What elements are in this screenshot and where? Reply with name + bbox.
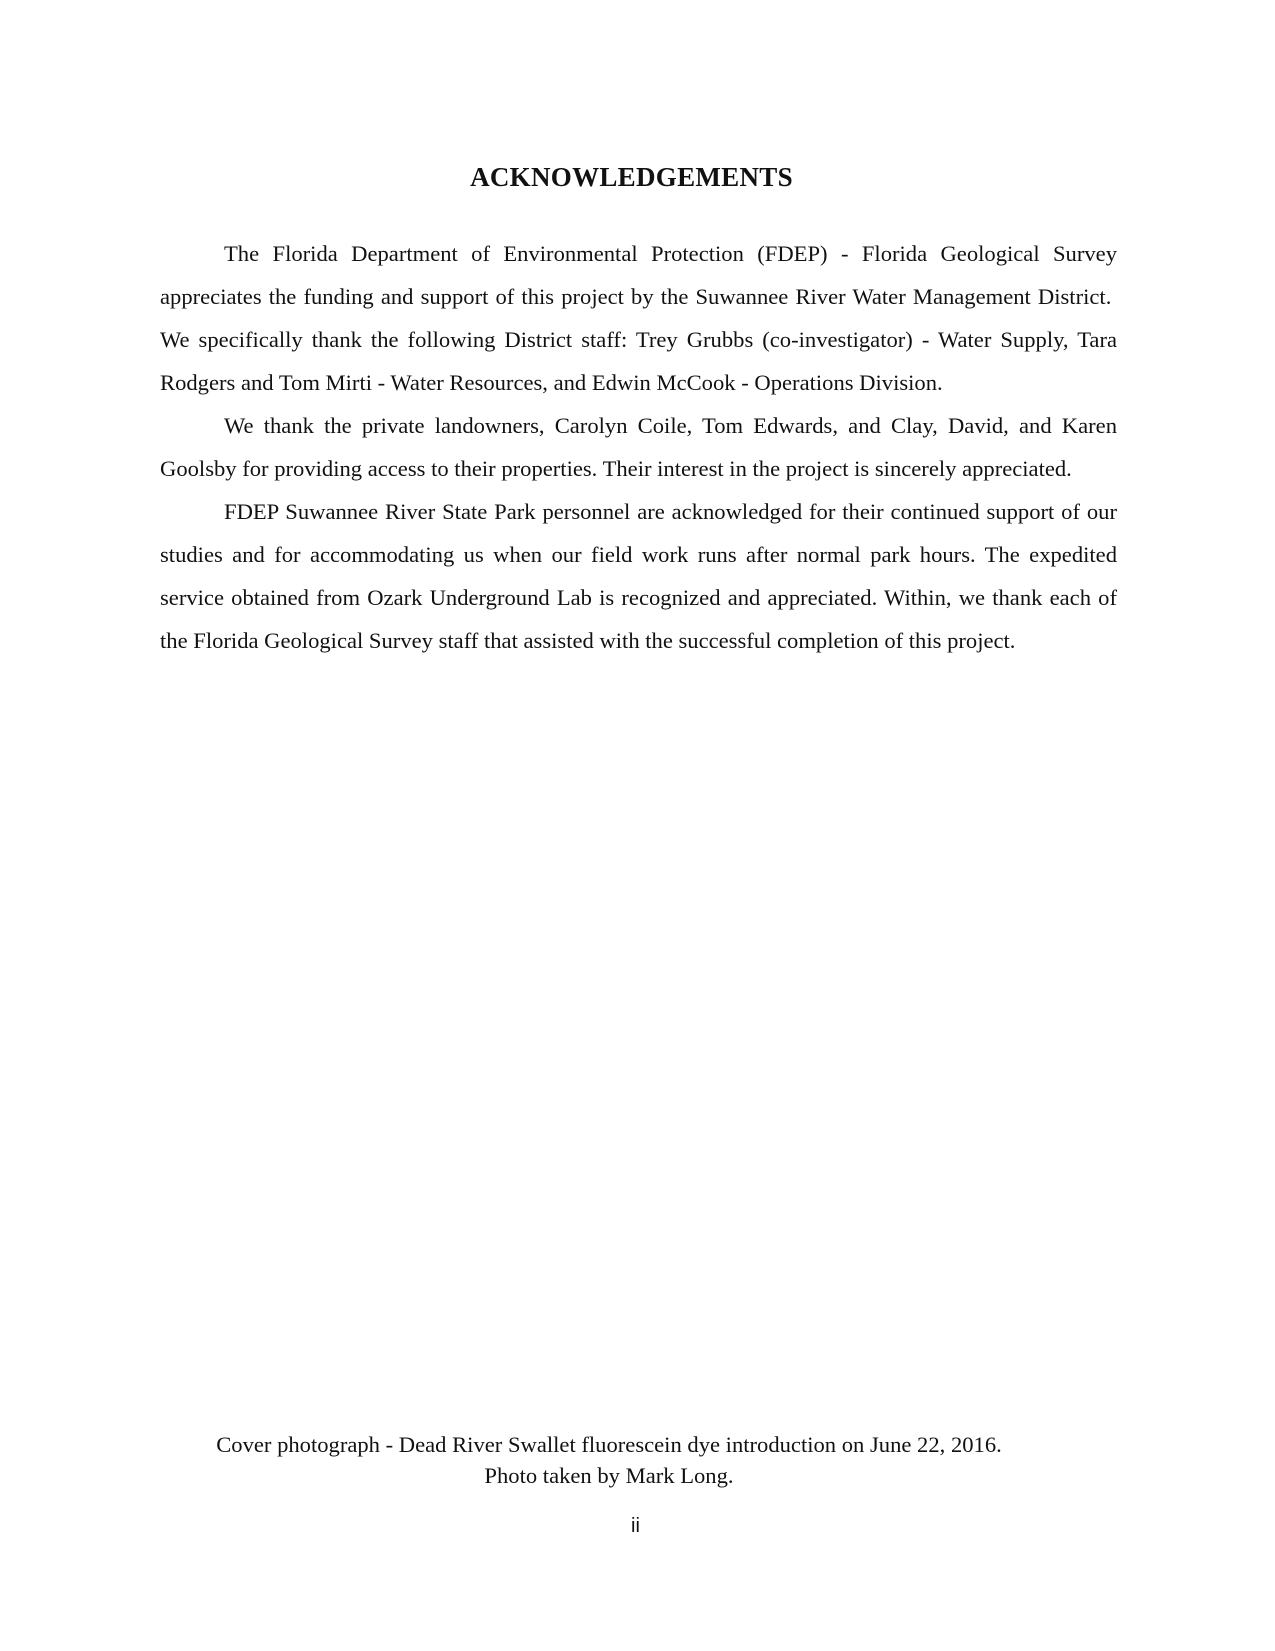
page-number: ii	[631, 1515, 640, 1537]
acknowledgements-body	[160, 232, 1117, 662]
paragraph-park-personnel: FDEP Suwannee River State Park personnel are acknowledged for their continued support of our studies and for accommodating us when our field work runs after normal park hours. The expedited service obtained from Ozark Underground Lab is recognized and appreciated. Within, we thank each of the Florida Geological Survey staff that assisted with the successful completion of this project.	[160, 499, 1117, 653]
page-heading: ACKNOWLEDGEMENTS	[470, 162, 793, 192]
paragraph-funding: The Florida Department of Environmental Protection (FDEP) - Florida Geological Survey appreciates the funding and support of this project by the Suwannee River Water Management District. We specifically thank the following District staff: Trey Grubbs (co-investigator) - Water Supply, Tara Rodgers and Tom Mirti - Water Resources, and Edwin McCook - Operations Division.	[160, 241, 1117, 395]
caption-line-1: Cover photograph - Dead River Swallet fluorescein dye introduction on June 22, 2016.	[216, 1432, 1002, 1457]
caption-line-2: Photo taken by Mark Long.	[484, 1463, 734, 1488]
cover-photo-caption	[0, 1429, 1218, 1491]
paragraph-landowners: We thank the private landowners, Carolyn Coile, Tom Edwards, and Clay, David, and Karen Goolsby for providing access to their properties. Their interest in the project is sincerely appreciated.	[160, 413, 1117, 481]
